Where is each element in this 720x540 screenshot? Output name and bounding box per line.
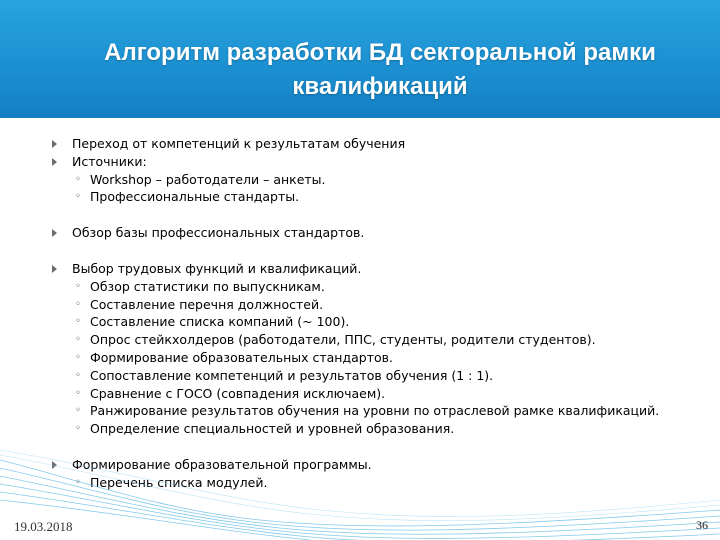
ring-bullet-icon: ◦ — [75, 387, 81, 399]
sub-bullet-text: Формирование образовательных стандартов. — [90, 349, 393, 365]
sub-bullet-text: Сопоставление компетенций и результатов обучения (1 : 1). — [90, 367, 494, 383]
bullet-text: Формирование образовательной программы. — [72, 456, 372, 472]
bullet-item — [50, 260, 710, 278]
ring-bullet-icon: ◦ — [75, 191, 81, 203]
ring-bullet-icon: ◦ — [75, 298, 81, 310]
ring-bullet-icon: ◦ — [75, 476, 81, 488]
sub-bullet-text: Обзор статистики по выпускникам. — [90, 278, 325, 294]
sub-bullet-item — [50, 402, 710, 420]
slide-title — [30, 36, 720, 104]
sub-bullet-text: Сравнение с ГОСО (совпадения исключаем). — [90, 385, 386, 401]
sub-bullet-text: Определение специальностей и уровней образования. — [90, 421, 455, 437]
bullet-text: Обзор базы профессиональных стандартов. — [72, 225, 365, 241]
sub-bullet-text: Перечень списка модулей. — [90, 474, 268, 490]
bullet-text: Выбор трудовых функций и квалификаций. — [72, 260, 362, 276]
triangle-bullet-icon — [52, 265, 57, 273]
sub-bullet-item — [50, 367, 710, 385]
page-number: 36 — [696, 518, 708, 532]
triangle-bullet-icon — [52, 158, 57, 166]
sub-bullet-item — [50, 420, 710, 438]
ring-bullet-icon: ◦ — [75, 173, 81, 185]
bullet-list — [50, 135, 710, 492]
sub-bullet-item — [50, 278, 710, 296]
ring-bullet-icon: ◦ — [75, 280, 81, 292]
bullet-text: Переход от компетенций к результатам обучения — [72, 136, 406, 151]
triangle-bullet-icon — [52, 229, 57, 237]
sub-bullet-text: Ранжирование результатов обучения на уровни по отраслевой рамке квалификаций. — [90, 403, 660, 419]
slide-title-line1: Алгоритм разработки БД секторальной рамки — [104, 39, 656, 66]
footer-date: 19.03.2018 — [14, 519, 73, 534]
ring-bullet-icon: ◦ — [75, 369, 81, 381]
sub-bullet-text: Опрос стейкхолдеров (работодатели, ППС, студенты, родители студентов). — [90, 332, 596, 348]
sub-bullet-item — [50, 188, 710, 206]
sub-bullet-item — [50, 171, 710, 189]
ring-bullet-icon: ◦ — [75, 423, 81, 435]
slide-title-line2: квалификаций — [292, 73, 468, 100]
sub-bullet-text: Составление списка компаний (~ 100). — [90, 314, 350, 330]
ring-bullet-icon: ◦ — [75, 351, 81, 363]
ring-bullet-icon: ◦ — [75, 334, 81, 346]
sub-bullet-item — [50, 349, 710, 367]
bullet-item — [50, 153, 710, 171]
sub-bullet-item — [50, 331, 710, 349]
bullet-text: Источники: — [72, 153, 147, 169]
sub-bullet-text: Профессиональные стандарты. — [90, 189, 300, 205]
sub-bullet-item — [50, 296, 710, 314]
ring-bullet-icon: ◦ — [75, 405, 81, 417]
sub-bullet-text: Составление перечня должностей. — [90, 296, 324, 312]
ring-bullet-icon: ◦ — [75, 316, 81, 328]
footer-decoration — [0, 440, 720, 540]
bullet-item — [50, 135, 710, 153]
sub-bullet-item — [50, 385, 710, 403]
triangle-bullet-icon — [52, 140, 57, 148]
sub-bullet-text: Workshop – работодатели – анкеты. — [90, 171, 326, 187]
sub-bullet-item — [50, 313, 710, 331]
bullet-item — [50, 224, 710, 242]
